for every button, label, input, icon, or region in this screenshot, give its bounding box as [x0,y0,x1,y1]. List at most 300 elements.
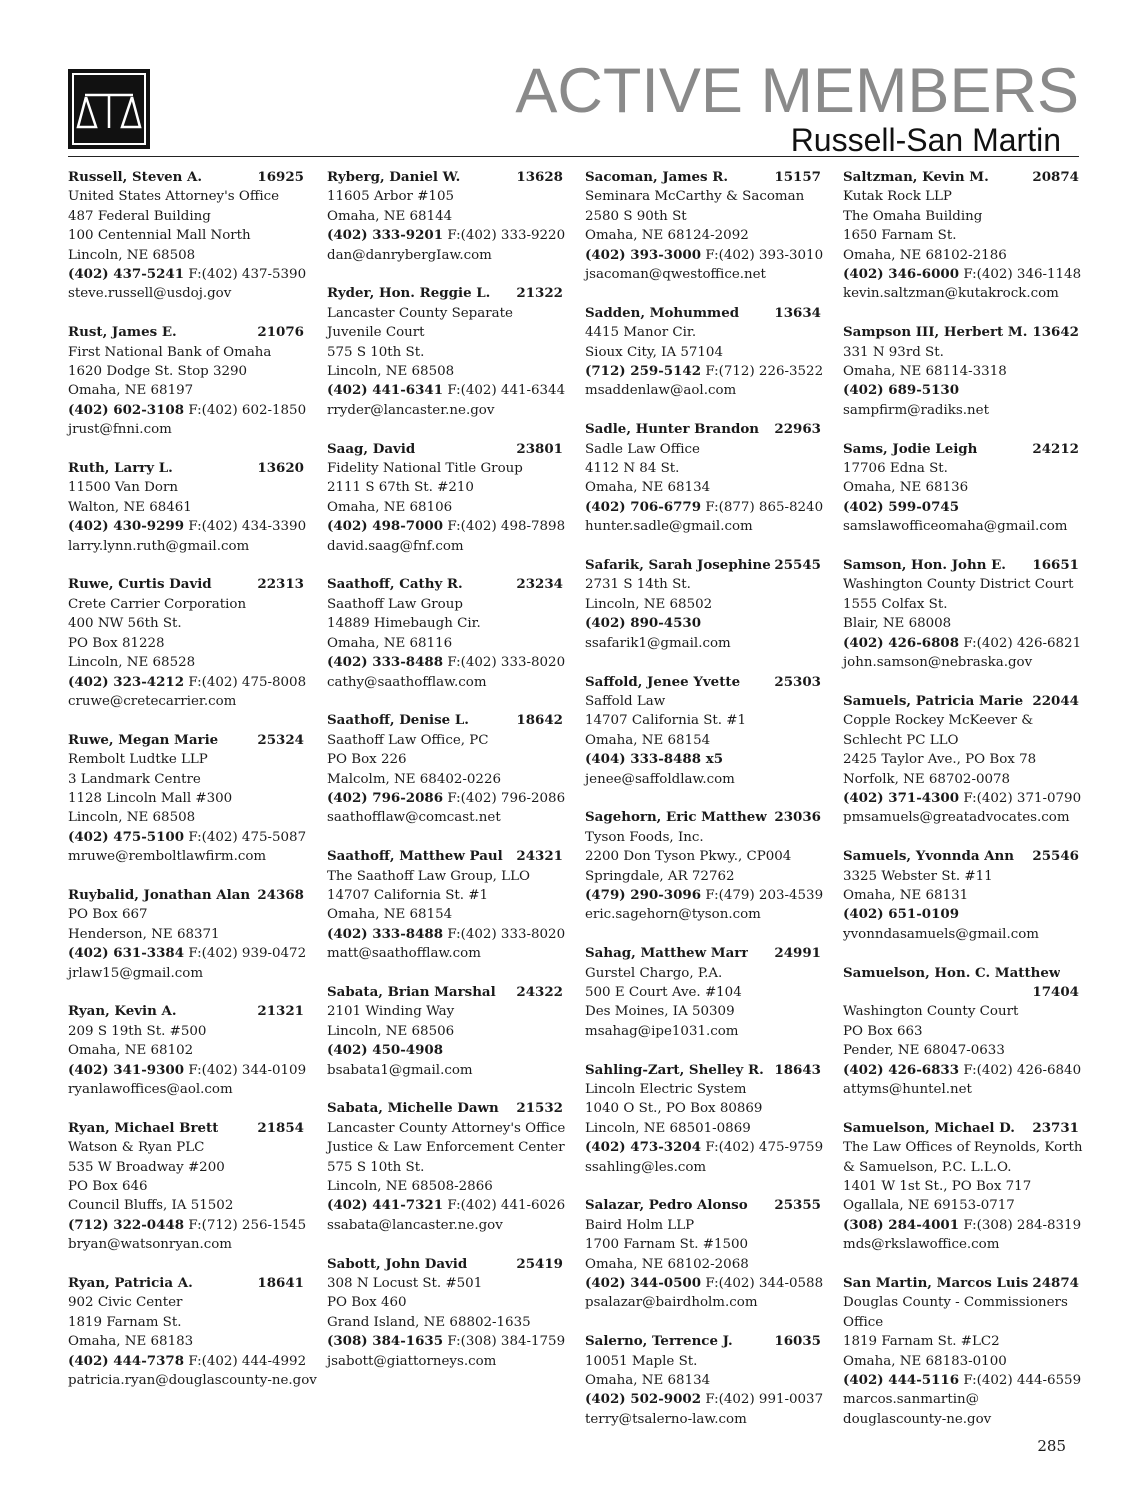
phone-number: (308) 284-4001 [843,1216,960,1233]
member-entry [585,556,821,653]
email-address: bsabata1@gmail.com [327,1062,473,1078]
member-header [327,575,563,594]
member-entry [68,1274,317,1390]
contact-line [843,1216,1082,1235]
member-entry [843,847,1079,944]
member-number: 21076 [257,324,304,341]
address-line: 1040 O St., PO Box 80869 [585,1101,763,1117]
address-line: Lancaster County Separate [327,305,513,321]
member-number: 16035 [774,1333,821,1350]
member-header [843,692,1079,711]
contact-line [327,1332,566,1351]
phone-number: (402) 430-9299 [68,518,185,535]
address-line: The Omaha Building [843,208,983,224]
phone-number: (402) 706-6779 [585,498,702,515]
contact-line [327,226,566,245]
phone-number: (402) 444-7378 [68,1352,185,1369]
address-line: Omaha, NE 68183 [68,1334,194,1350]
email-address: marcos.sanmartin@ [843,1392,980,1408]
address-line: 902 Civic Center [68,1295,183,1311]
contact-line [843,634,1082,653]
email-address: mds@rkslawoffice.com [843,1237,1000,1253]
member-name: Russell, Steven A. [68,169,203,185]
fax-number: F:(402) 475-9759 [705,1140,824,1156]
email-address: saathofflaw@comcast.net [327,810,501,826]
address-line: 17706 Edna St. [843,461,948,477]
address-line: 2731 S 14th St. [585,577,691,593]
member-number: 23731 [1032,1119,1079,1136]
address-line: Rembolt Ludtke LLP [68,752,208,768]
phone-number: (402) 602-3108 [68,401,185,418]
address-line: Saffold Law [585,693,666,709]
address-line: Omaha, NE 68197 [68,383,194,399]
email-address: cathy@saathofflaw.com [327,674,487,690]
fax-number: F:(712) 256-1545 [188,1217,307,1233]
member-name: Samson, Hon. John E. [843,557,1006,574]
contact-line [327,517,566,536]
phone-number: (404) 333-8488 x5 [585,751,724,768]
contact-line [585,750,821,769]
contact-line [585,886,824,905]
address-line: Omaha, NE 68114-3318 [843,364,1007,380]
address-line: 3325 Webster St. #11 [843,868,993,884]
address-line: Watson & Ryan PLC [68,1140,205,1156]
address-line: 575 S 10th St. [327,344,425,360]
fax-number: F:(402) 441-6026 [447,1198,566,1214]
phone-number: (402) 426-6833 [843,1061,960,1078]
contact-line [843,265,1082,284]
member-header [68,886,304,905]
member-entry [585,673,821,789]
member-header [585,304,821,323]
phone-number: (402) 333-8488 [327,654,444,671]
address-line: Omaha, NE 68102 [68,1043,194,1059]
member-header [68,1274,304,1293]
address-line: 535 W Broadway #200 [68,1159,225,1175]
member-name: Saffold, Jenee Yvette [585,673,741,690]
member-entry [327,575,566,691]
email-address-continued: douglascounty-ne.gov [843,1411,992,1427]
email-address: sampfirm@radiks.net [843,402,989,418]
address-line: Baird Holm LLP [585,1217,695,1233]
fax-number: F:(712) 226-3522 [705,364,824,380]
email-address: eric.sagehorn@tyson.com [585,907,761,923]
contact-line [68,673,307,692]
address-line: 1819 Farnam St. [68,1314,182,1330]
address-line: 3 Landmark Centre [68,771,201,787]
phone-number: (402) 441-7321 [327,1197,444,1214]
address-line: & Samuelson, P.C. L.L.O. [843,1159,1012,1175]
member-header [585,1061,821,1080]
address-line: 2200 Don Tyson Pkwy., CP004 [585,849,792,865]
member-number: 13628 [516,169,563,185]
fax-number: F:(402) 346-1148 [963,267,1082,283]
address-line: Copple Rockey McKeever & [843,713,1034,729]
member-name: Sadden, Mohummed [585,304,740,321]
member-number: 25419 [516,1255,563,1272]
member-entry [327,983,563,1080]
member-name: Ryan, Patricia A. [68,1275,193,1292]
contact-line [585,246,824,265]
member-number: 24368 [257,886,304,903]
address-line: First National Bank of Omaha [68,344,272,360]
member-number: 18641 [257,1275,304,1292]
member-name: Sagehorn, Eric Matthew [585,809,767,826]
member-name: Ruwe, Megan Marie [68,731,219,748]
member-header [585,168,821,187]
member-header [585,673,821,692]
email-address: attyms@huntel.net [843,1082,972,1097]
phone-number: (402) 444-5116 [843,1372,960,1389]
phone-number: (402) 333-8488 [327,925,444,942]
email-address: yvonndasamuels@gmail.com [843,926,1039,942]
fax-number: F:(402) 444-6559 [963,1373,1082,1389]
address-line: 2101 Winding Way [327,1004,455,1020]
contact-line [327,925,566,944]
member-number: 25546 [1032,848,1079,865]
email-address: matt@saathofflaw.com [327,946,481,962]
directory-column-3 [585,168,824,1449]
email-address: jsacoman@qwestoffice.net [585,267,766,283]
phone-number: (402) 393-3000 [585,246,702,263]
member-entry [327,847,566,963]
fax-number: F:(402) 796-2086 [447,790,566,806]
address-line: The Law Offices of Reynolds, Korth [843,1140,1083,1156]
member-entry [68,1002,307,1099]
member-name: Samuels, Patricia Marie [843,692,1024,709]
address-line: 308 N Locust St. #501 [327,1276,483,1292]
member-entry [843,964,1082,1100]
contact-line [327,789,566,808]
contact-line [843,789,1082,808]
address-line: 1700 Farnam St. #1500 [585,1237,749,1253]
member-number: 13620 [257,460,304,477]
address-line: 14707 California St. #1 [327,887,489,903]
phone-number: (402) 450-4908 [327,1042,444,1059]
address-line: 1401 W 1st St., PO Box 717 [843,1179,1032,1195]
address-line: 1650 Farnam St. [843,228,957,244]
member-header [843,556,1079,575]
fax-number: F:(402) 602-1850 [188,402,307,418]
member-entry [843,440,1079,537]
member-name: Salazar, Pedro Alonso [585,1197,748,1214]
address-line: Omaha, NE 68124-2092 [585,228,749,244]
contact-line [843,381,1079,400]
contact-line [585,1274,824,1293]
member-number: 22313 [257,576,304,593]
phone-number: (402) 631-3384 [68,945,185,962]
member-name: Samuelson, Michael D. [843,1119,1015,1136]
address-line: 400 NW 56th St. [68,616,182,632]
address-line: 4415 Manor Cir. [585,325,697,341]
address-line: Lincoln, NE 68508-2866 [327,1179,493,1195]
address-line: Omaha, NE 68183-0100 [843,1353,1007,1369]
page-number: 285 [1037,1437,1066,1455]
address-line: 1128 Lincoln Mall #300 [68,790,233,806]
address-line: 2425 Taylor Ave., PO Box 78 [843,752,1037,768]
address-line: Lincoln, NE 68508 [68,810,196,826]
address-line: 487 Federal Building [68,208,211,224]
address-line: 14707 California St. #1 [585,713,747,729]
contact-line [843,1371,1082,1390]
member-entry [327,1255,566,1371]
phone-number: (402) 346-6000 [843,266,960,283]
member-entry [327,440,566,556]
email-address: jrlaw15@gmail.com [68,965,204,981]
contact-line [68,1061,307,1080]
address-line: Washington County Court [843,1004,1019,1020]
address-line: Pender, NE 68047-0633 [843,1043,1005,1059]
address-line: Walton, NE 68461 [68,499,192,515]
member-name: Ruth, Larry L. [68,460,173,477]
email-address: terry@tsalerno-law.com [585,1411,747,1427]
member-entry [585,1061,824,1177]
address-line: Douglas County - Commissioners [843,1295,1068,1311]
member-name: Samuelson, Hon. C. Matthew [843,964,1061,981]
address-line: Henderson, NE 68371 [68,926,220,942]
address-line: Sadle Law Office [585,441,700,457]
phone-number: (402) 689-5130 [843,382,960,399]
fax-number: F:(308) 384-1759 [447,1334,566,1350]
member-number: 24874 [1032,1275,1079,1292]
member-header [327,1099,563,1118]
member-entry [585,168,824,284]
member-name: Ryan, Michael Brett [68,1119,219,1136]
member-entry [843,1119,1083,1255]
member-entry [585,420,824,536]
address-line: Omaha, NE 68106 [327,499,453,515]
member-header [68,168,304,187]
member-entry [585,1332,824,1429]
member-number: 21532 [516,1100,563,1117]
contact-line [327,653,566,672]
address-line: 1819 Farnam St. #LC2 [843,1334,1000,1350]
member-header [585,420,821,439]
address-line: 1620 Dodge St. Stop 3290 [68,364,248,380]
email-address: hunter.sadle@gmail.com [585,519,753,535]
member-entry [327,168,566,265]
member-entry [68,1119,307,1255]
fax-number: F:(402) 498-7898 [447,519,566,535]
address-line: 2111 S 67th St. #210 [327,480,474,496]
phone-number: (402) 890-4530 [585,615,702,632]
address-line: Kutak Rock LLP [843,189,952,205]
member-number: 21322 [516,285,563,302]
member-number: 23234 [516,576,563,593]
address-line: Omaha, NE 68136 [843,480,969,496]
member-entry [843,323,1079,420]
address-line: 4112 N 84 St. [585,461,680,477]
directory-column-1 [68,168,317,1410]
phone-number: (402) 475-5100 [68,828,185,845]
phone-number: (402) 323-4212 [68,673,185,690]
member-number: 25324 [257,731,304,748]
fax-number: F:(402) 371-0790 [963,790,1082,806]
phone-number: (479) 290-3096 [585,886,702,903]
address-line: Lincoln, NE 68508 [68,247,196,263]
email-address: ssahling@les.com [585,1159,707,1175]
fax-number: F:(402) 344-0109 [188,1062,307,1078]
email-address: samslawofficeomaha@gmail.com [843,519,1068,535]
member-entry [843,1274,1082,1429]
member-name: Sabata, Brian Marshal [327,983,496,1000]
phone-number: (402) 498-7000 [327,518,444,535]
member-header [585,556,821,575]
page-header [515,56,1079,158]
fax-number: F:(402) 939-0472 [188,946,307,962]
phone-number: (712) 322-0448 [68,1216,185,1233]
address-line: The Saathoff Law Group, LLO [327,868,530,884]
email-address: jenee@saffoldlaw.com [585,771,735,787]
contact-line [585,614,821,633]
address-line: Omaha, NE 68131 [843,887,969,903]
member-number: 24212 [1032,440,1079,457]
email-address: cruwe@cretecarrier.com [68,693,237,709]
member-name: Sabata, Michelle Dawn [327,1100,499,1117]
contact-line [843,498,1079,517]
member-header [843,1274,1079,1293]
address-line: Lincoln, NE 68506 [327,1023,455,1039]
member-entry [585,1196,824,1312]
member-name: Ryberg, Daniel W. [327,169,461,185]
contact-line [68,401,307,420]
member-name: Ryder, Hon. Reggie L. [327,285,491,302]
scales-icon [72,73,146,145]
fax-number: F:(308) 284-8319 [963,1217,1082,1233]
member-entry [843,556,1082,672]
contact-line [68,1216,307,1235]
address-line: Fidelity National Title Group [327,461,523,477]
contact-line [843,905,1079,924]
email-address: john.samson@nebraska.gov [843,655,1033,671]
phone-number: (402) 651-0109 [843,906,960,923]
fax-number: F:(402) 333-9220 [447,228,566,244]
email-address: ssabata@lancaster.ne.gov [327,1217,503,1233]
address-line: Omaha, NE 68154 [327,907,453,923]
phone-number: (402) 371-4300 [843,789,960,806]
address-line: Office [843,1314,884,1330]
member-number: 24322 [516,983,563,1000]
phone-number: (402) 502-9002 [585,1391,702,1408]
fax-number: F:(402) 991-0037 [705,1392,824,1408]
fax-number: F:(479) 203-4539 [705,887,824,903]
fax-number: F:(402) 434-3390 [188,519,307,535]
member-name: Salerno, Terrence J. [585,1333,733,1350]
address-line: 100 Centennial Mall North [68,228,251,244]
phone-number: (402) 796-2086 [327,789,444,806]
member-number: 25545 [774,557,821,574]
fax-number: F:(402) 333-8020 [447,926,566,942]
member-number: 25303 [774,673,821,690]
email-address: bryan@watsonryan.com [68,1237,233,1253]
member-name: Sabott, John David [327,1255,468,1272]
address-line: Omaha, NE 68134 [585,480,711,496]
contact-line [68,944,307,963]
member-number: 16651 [1032,557,1079,574]
member-header [68,459,304,478]
address-line: Omaha, NE 68154 [585,732,711,748]
member-entry [68,459,307,556]
email-address: msahag@ipe1031.com [585,1023,739,1039]
address-line: 14889 Himebaugh Cir. [327,616,481,632]
member-name: Saathoff, Matthew Paul [327,848,503,865]
address-line: 1555 Colfax St. [843,596,948,612]
member-header [585,808,821,827]
member-name: Rust, James E. [68,324,177,341]
member-name: Ryan, Kevin A. [68,1003,177,1020]
member-header [843,1119,1079,1138]
member-entry [585,304,824,401]
member-number: 24321 [516,848,563,865]
fax-number: F:(402) 426-6821 [963,635,1082,651]
page-subtitle: Russell-San Martin [790,122,1061,158]
directory-column-4 [843,168,1083,1449]
address-line: PO Box 460 [327,1295,407,1311]
member-name: Sampson III, Herbert M. [843,324,1028,341]
member-number: 16925 [257,169,304,185]
email-address: david.saag@fnf.com [327,538,464,554]
member-number: 22963 [774,421,821,438]
member-name: Ruwe, Curtis David [68,576,212,593]
address-line: Crete Carrier Corporation [68,596,247,612]
address-line: PO Box 226 [327,752,407,768]
address-line: Tyson Foods, Inc. [585,829,704,845]
address-line: Omaha, NE 68102-2186 [843,247,1007,263]
page-title: ACTIVE MEMBERS [515,56,1079,126]
address-line: Grand Island, NE 68802-1635 [327,1314,531,1330]
member-number: 23801 [516,440,563,457]
address-line: Gurstel Chargo, P.A. [585,965,723,981]
address-line: Lincoln, NE 68501-0869 [585,1120,751,1136]
phone-number: (402) 473-3204 [585,1139,702,1156]
directory-column-2 [327,168,566,1390]
email-address: patricia.ryan@douglascounty-ne.gov [68,1373,317,1389]
member-header [68,323,304,342]
phone-number: (402) 437-5241 [68,266,185,283]
fax-number: F:(402) 437-5390 [188,267,307,283]
member-name: San Martin, Marcos Luis [843,1275,1029,1292]
member-entry [68,731,307,867]
address-line: Omaha, NE 68134 [585,1373,711,1389]
address-line: 11500 Van Dorn [68,480,178,496]
member-name: Samuels, Yvonnda Ann [843,848,1015,865]
member-number: 15157 [774,169,821,185]
address-line: Norfolk, NE 68702-0078 [843,771,1011,787]
address-line: Council Bluffs, IA 51502 [68,1198,234,1214]
member-entry [68,575,307,711]
member-header [843,323,1079,342]
contact-line [843,1061,1082,1080]
contact-line [585,362,824,381]
member-header [68,575,304,594]
member-entry [327,284,566,420]
member-number: 21854 [257,1119,304,1136]
contact-line [68,265,307,284]
phone-number: (308) 384-1635 [327,1333,444,1350]
address-line: Lancaster County Attorney's Office [327,1120,566,1136]
address-line: Sioux City, IA 57104 [585,344,723,360]
contact-line [327,1196,566,1215]
address-line: PO Box 663 [843,1023,923,1039]
address-line: 331 N 93rd St. [843,344,944,360]
member-name: Saag, David [327,440,416,457]
member-number: 22044 [1032,692,1079,709]
address-line: PO Box 81228 [68,635,165,651]
address-line: Omaha, NE 68102-2068 [585,1256,749,1272]
address-line: Malcolm, NE 68402-0226 [327,771,501,787]
address-line: Justice & Law Enforcement Center [327,1140,565,1156]
email-address: jsabott@giattorneys.com [327,1353,497,1369]
